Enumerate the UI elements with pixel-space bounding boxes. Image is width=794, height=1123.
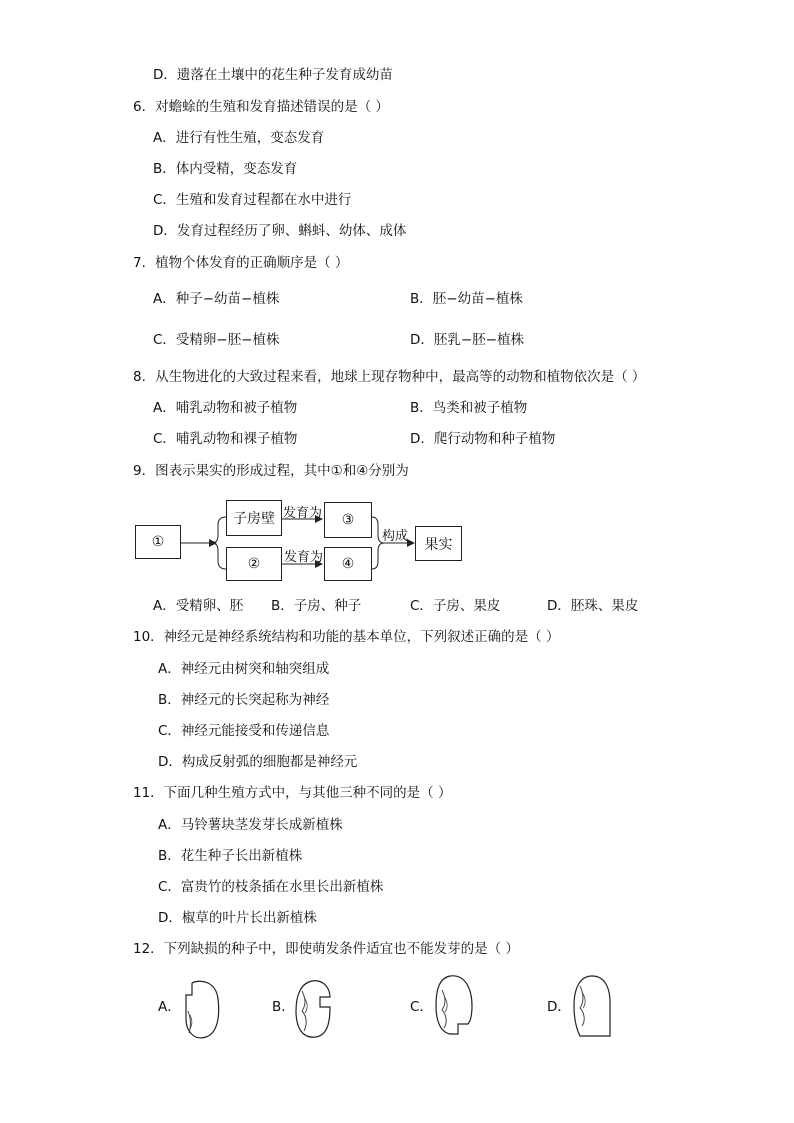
- q11-option-c: C．富贵竹的枝条插在水里长出新植株: [158, 879, 384, 895]
- q11-option-a: A．马铃薯块茎发芽长成新植株: [158, 817, 343, 833]
- q6-option-d: D．发育过程经历了卵、蝌蚪、幼体、成体: [153, 223, 407, 239]
- label-develop-upper: 发育为: [283, 506, 323, 521]
- q9-option-b: B．子房、种子: [271, 598, 362, 614]
- box-fruit: 果实: [415, 526, 462, 561]
- label-develop-lower: 发育为: [284, 550, 324, 565]
- seed-c-image: [432, 972, 480, 1042]
- left-brace: [212, 517, 226, 569]
- box-2: ②: [226, 547, 282, 581]
- q8-option-d: D．爬行动物和种子植物: [410, 431, 556, 447]
- q9-stem: 9．图表示果实的形成过程，其中①和④分别为: [133, 463, 409, 479]
- q6-stem: 6．对蟾蜍的生殖和发育描述错误的是（ ）: [133, 99, 389, 115]
- q10-option-d: D．构成反射弧的细胞都是神经元: [158, 754, 358, 770]
- q11-option-b: B．花生种子长出新植株: [158, 848, 303, 864]
- q11-stem: 11．下面几种生殖方式中，与其他三种不同的是（ ）: [133, 785, 452, 801]
- q9-option-d: D．胚珠、果皮: [547, 598, 639, 614]
- q8-stem: 8．从生物进化的大致过程来看，地球上现存物种中，最高等的动物和植物依次是（ ）: [133, 369, 646, 385]
- q11-option-d: D．椒草的叶片长出新植株: [158, 910, 317, 926]
- box-3: ③: [324, 502, 372, 538]
- q9-option-a: A．受精卵、胚: [153, 598, 244, 614]
- seed-b-image: [292, 975, 342, 1043]
- q12-option-b-label: B．: [272, 999, 295, 1015]
- q7-option-c: C．受精卵−胚−植株: [153, 332, 280, 348]
- q10-option-a: A．神经元由树突和轴突组成: [158, 661, 330, 677]
- q12-stem: 12．下列缺损的种子中，即使萌发条件适宜也不能发芽的是（ ）: [133, 941, 519, 957]
- q7-option-d: D．胚乳−胚−植株: [410, 332, 525, 348]
- box-1: ①: [135, 525, 181, 559]
- seed-a-image: [178, 975, 224, 1043]
- q7-option-b: B．胚−幼苗−植株: [410, 291, 523, 307]
- q8-option-a: A．哺乳动物和被子植物: [153, 400, 298, 416]
- label-constitute: 构成: [382, 529, 409, 544]
- q10-stem: 10．神经元是神经系统结构和功能的基本单位，下列叙述正确的是（ ）: [133, 629, 560, 645]
- seed-d-image: [570, 972, 616, 1042]
- q9-option-c: C．子房、果皮: [410, 598, 501, 614]
- q7-option-a: A．种子−幼苗−植株: [153, 291, 280, 307]
- q10-option-c: C．神经元能接受和传递信息: [158, 723, 330, 739]
- box-ovary-wall: 子房壁: [226, 500, 282, 536]
- q6-option-c: C．生殖和发育过程都在水中进行: [153, 192, 352, 208]
- q5-option-d: D．遗落在土壤中的花生种子发育成幼苗: [153, 67, 393, 83]
- box-4: ④: [324, 547, 372, 581]
- q8-option-b: B．鸟类和被子植物: [410, 400, 528, 416]
- q12-option-d-label: D．: [547, 999, 571, 1015]
- q12-option-a-label: A．: [158, 999, 181, 1015]
- q6-option-b: B．体内受精，变态发育: [153, 161, 298, 177]
- q7-stem: 7．植物个体发育的正确顺序是（ ）: [133, 255, 349, 271]
- q12-option-c-label: C．: [410, 999, 433, 1015]
- q10-option-b: B．神经元的长突起称为神经: [158, 692, 330, 708]
- q6-option-a: A．进行有性生殖，变态发育: [153, 130, 325, 146]
- q8-option-c: C．哺乳动物和裸子植物: [153, 431, 298, 447]
